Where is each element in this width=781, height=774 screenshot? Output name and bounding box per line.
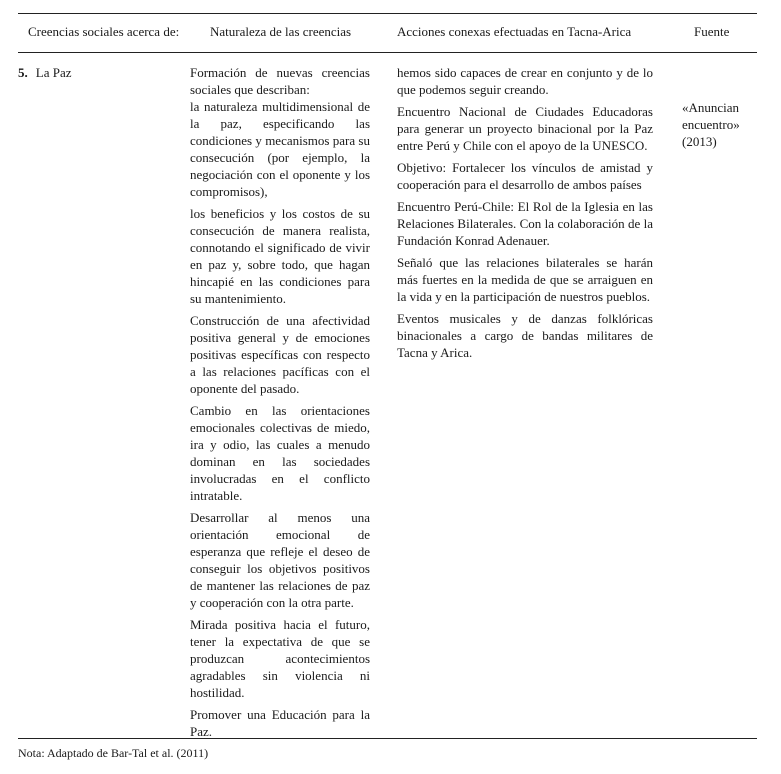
naturaleza-paragraph: Cambio en las orientaciones emocionales colectivas de miedo, ira y odio, las cuales a menudo dominan en las sociedades involucradas en el conflicto intratable.: [190, 403, 370, 503]
header-naturaleza: Naturaleza de las creencias: [210, 24, 352, 39]
row-title: La Paz: [35, 65, 72, 80]
table-bottom-rule: [18, 738, 757, 739]
naturaleza-paragraph: la naturaleza multidimensional de la paz, especificando las condiciones y mecanismos para su consecución (por ejemplo, la negociación con el oponente y los compromisos),: [190, 99, 370, 199]
header-acciones: Acciones conexas efectuadas en Tacna-Arica: [397, 24, 632, 39]
acciones-paragraph: Encuentro Nacional de Ciudades Educadoras para generar un proyecto binacional por la Paz entre Perú y Chile con el apoyo de la UNESCO.: [397, 104, 653, 153]
row-label: [18, 64, 71, 81]
header-fuente: Fuente: [694, 24, 730, 39]
acciones-paragraph: Encuentro Perú-Chile: El Rol de la Iglesia en las Relaciones Bilaterales. Con la colaboración de la Fundación Konrad Adenauer.: [397, 199, 653, 248]
acciones-paragraph: Señaló que las relaciones bilaterales se harán más fuertes en la medida de que se arraiguen en la vida y en la participación de nuestros pueblos.: [397, 255, 653, 304]
table-header-rule: [18, 52, 757, 53]
acciones-paragraph: Objetivo: Fortalecer los vínculos de amistad y cooperación para el desarrollo de ambos países: [397, 160, 653, 192]
naturaleza-column: [190, 64, 370, 745]
fuente-citation: «Anuncian encuentro» (2013): [682, 100, 740, 149]
table-top-rule: [18, 13, 757, 14]
naturaleza-paragraph: Formación de nuevas creencias sociales que describan:: [190, 65, 370, 97]
naturaleza-paragraph: Desarrollar al menos una orientación emocional de esperanza que refleje el deseo de conseguir los objetivos positivos de mantener las relaciones de paz y cooperación con la otra parte.: [190, 510, 370, 610]
row-number: 5.: [18, 65, 28, 80]
fuente-column: [682, 64, 757, 155]
naturaleza-paragraph: Construcción de una afectividad positiva general y de emociones positivas específicas con respecto a las relaciones pacíficas con el oponente del pasado.: [190, 313, 370, 396]
acciones-paragraph: Eventos musicales y de danzas folklóricas binacionales a cargo de bandas militares de Tacna y Arica.: [397, 311, 653, 360]
naturaleza-paragraph: los beneficios y los costos de su consecución de manera realista, connotando el significado de vivir en paz y, sobre todo, que hagan hincapié en las condiciones para su mantenimiento.: [190, 206, 370, 306]
table-note: Nota: Adaptado de Bar-Tal et al. (2011): [18, 746, 209, 760]
acciones-paragraph: hemos sido capaces de crear en conjunto y de lo que podemos seguir creando.: [397, 65, 653, 97]
naturaleza-paragraph: Promover una Educación para la Paz.: [190, 707, 370, 739]
acciones-column: [397, 64, 653, 366]
header-creencias: Creencias sociales acerca de:: [28, 24, 180, 39]
naturaleza-paragraph: Mirada positiva hacia el futuro, tener la expectativa de que se produzcan acontecimientos agradables sin violencia ni hostilidad.: [190, 617, 370, 700]
